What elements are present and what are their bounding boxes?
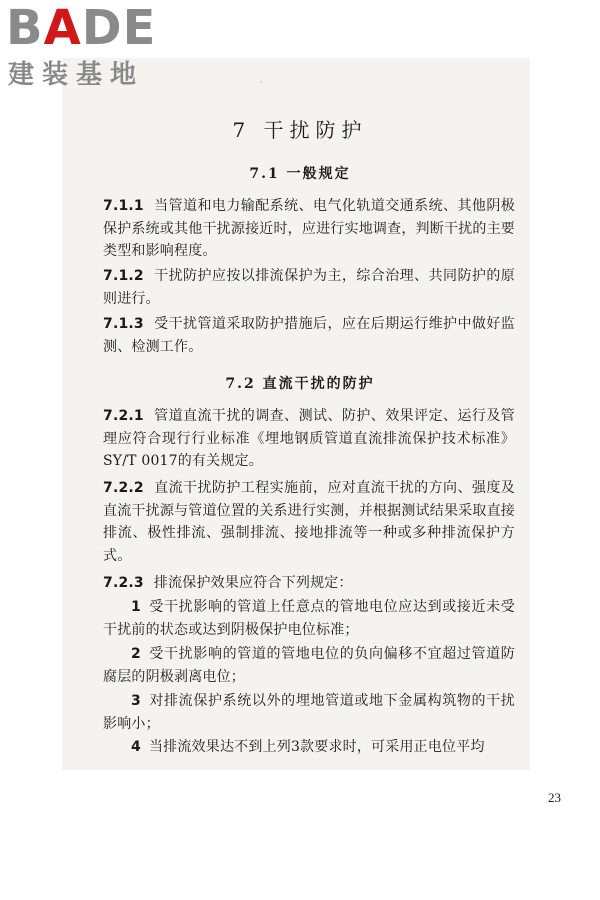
list-item-3: [103, 690, 515, 735]
section-title-7-1: 7.1 一般规定: [249, 166, 351, 182]
clause-7-2-2: [103, 477, 515, 567]
list-item-4: [103, 736, 515, 759]
clause-text: 排流保护效果应符合下列规定：: [153, 575, 353, 591]
clause-text: 管道直流干扰的调查、测试、防护、效果评定、运行及管理应符合现行行业标准《埋地钢质管道直流排流保护技术标准》SY/T 0017的有关规定。: [103, 408, 515, 469]
section-title-7-2: 7.2 直流干扰的防护: [225, 376, 375, 392]
item-number: 1: [131, 599, 141, 615]
clause-text: 直流干扰防护工程实施前，应对直流干扰的方向、强度及直流干扰源与管道位置的关系进行实测，并根据测试结果采取直接排流、极性排流、强制排流、接地排流等一种或多种排流保护方式。: [103, 480, 515, 564]
clause-7-2-3: [103, 572, 515, 595]
logo-chinese-text: 建装基地: [8, 60, 145, 90]
clause-7-2-1: [103, 405, 515, 473]
clause-7-1-3: [103, 313, 515, 358]
item-number: 4: [131, 739, 141, 755]
bade-logo: [6, 0, 176, 94]
clause-number: 7.2.2: [103, 480, 144, 496]
item-number: 3: [131, 693, 141, 709]
clause-7-1-2: [103, 265, 515, 310]
item-text: 受干扰影响的管道上任意点的管地电位应达到或接近未受干扰前的状态或达到阴极保护电位标准；: [103, 599, 515, 638]
clause-number: 7.2.1: [103, 408, 144, 424]
item-text: 受干扰影响的管道的管地电位的负向偏移不宜超过管道防腐层的阴极剥离电位；: [103, 646, 515, 685]
list-item-1: [103, 596, 515, 641]
clause-number: 7.1.1: [103, 198, 144, 214]
item-text: 当排流效果达不到上列3款要求时，可采用正电位平均: [148, 739, 485, 755]
chapter-title: 7 干扰防护: [232, 118, 368, 142]
logo-wordmark: BADE: [6, 0, 157, 56]
item-text: 对排流保护系统以外的埋地管道或地下金属构筑物的干扰影响小；: [103, 693, 515, 732]
clause-text: 当管道和电力输配系统、电气化轨道交通系统、其他阴极保护系统或其他干扰源接近时，应进行实地调查，判断干扰的主要类型和影响程度。: [103, 198, 515, 259]
list-item-2: [103, 643, 515, 688]
clause-number: 7.1.2: [103, 268, 144, 284]
item-number: 2: [131, 646, 141, 662]
clause-7-1-1: [103, 195, 515, 263]
clause-text: 干扰防护应按以排流保护为主，综合治理、共同防护的原则进行。: [103, 268, 515, 307]
clause-number: 7.2.3: [103, 575, 144, 591]
clause-text: 受干扰管道采取防护措施后，应在后期运行维护中做好监测、检测工作。: [103, 316, 515, 355]
clause-number: 7.1.3: [103, 316, 144, 332]
page-number: 23: [548, 790, 561, 805]
scan-speck: ·: [260, 78, 263, 88]
